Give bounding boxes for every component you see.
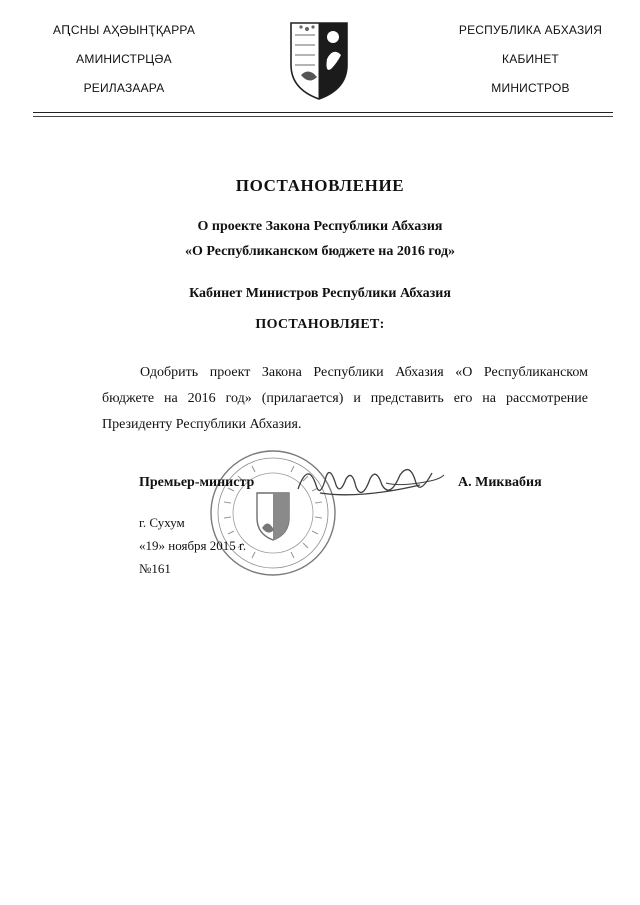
- letterhead-divider-thin: [33, 116, 613, 117]
- letterhead-left-line: АԤСНЫ АҲӘЫНҬҚАРРА: [52, 23, 196, 37]
- letterhead-left-line: РЕИЛАЗААРА: [83, 81, 165, 95]
- decree-body-paragraph: Одобрить проект Закона Республики Абхазия «О Республиканском бюджете на 2016 год» (прилагается) и представить его на рассмотрение Президенту Республики Абхазия.: [102, 365, 588, 432]
- issuing-body: Кабинет Министров Республики Абхазия: [189, 286, 451, 301]
- decree-word: ПОСТАНОВЛЯЕТ:: [255, 317, 385, 332]
- letterhead-right-line: РЕСПУБЛИКА АБХАЗИЯ: [458, 23, 603, 37]
- handwritten-signature: [290, 455, 450, 515]
- signatory-name: А. Миквабия: [458, 475, 542, 490]
- issue-date: «19» ноября 2015 г.: [139, 538, 247, 553]
- issue-city: г. Сухум: [139, 515, 185, 530]
- letterhead-right-line: КАБИНЕТ: [502, 52, 559, 66]
- document-number: №161: [139, 561, 171, 576]
- letterhead-left-line: АМИНИСТРЦӘА: [76, 52, 172, 66]
- document-subtitle-line2: «О Республиканском бюджете на 2016 год»: [184, 244, 456, 259]
- letterhead-divider-thick: [33, 112, 613, 113]
- letterhead-right-line: МИНИСТРОВ: [491, 81, 570, 95]
- letterhead: [0, 0, 640, 120]
- document-title: ПОСТАНОВЛЕНИЕ: [235, 176, 405, 195]
- letterhead-right-russian: [448, 22, 613, 109]
- document-subtitle-line1: О проекте Закона Республики Абхазия: [197, 219, 443, 234]
- letterhead-left-abkhaz: [44, 22, 204, 109]
- coat-of-arms-icon: [287, 17, 351, 101]
- signatory-role: Премьер-министр: [139, 475, 255, 490]
